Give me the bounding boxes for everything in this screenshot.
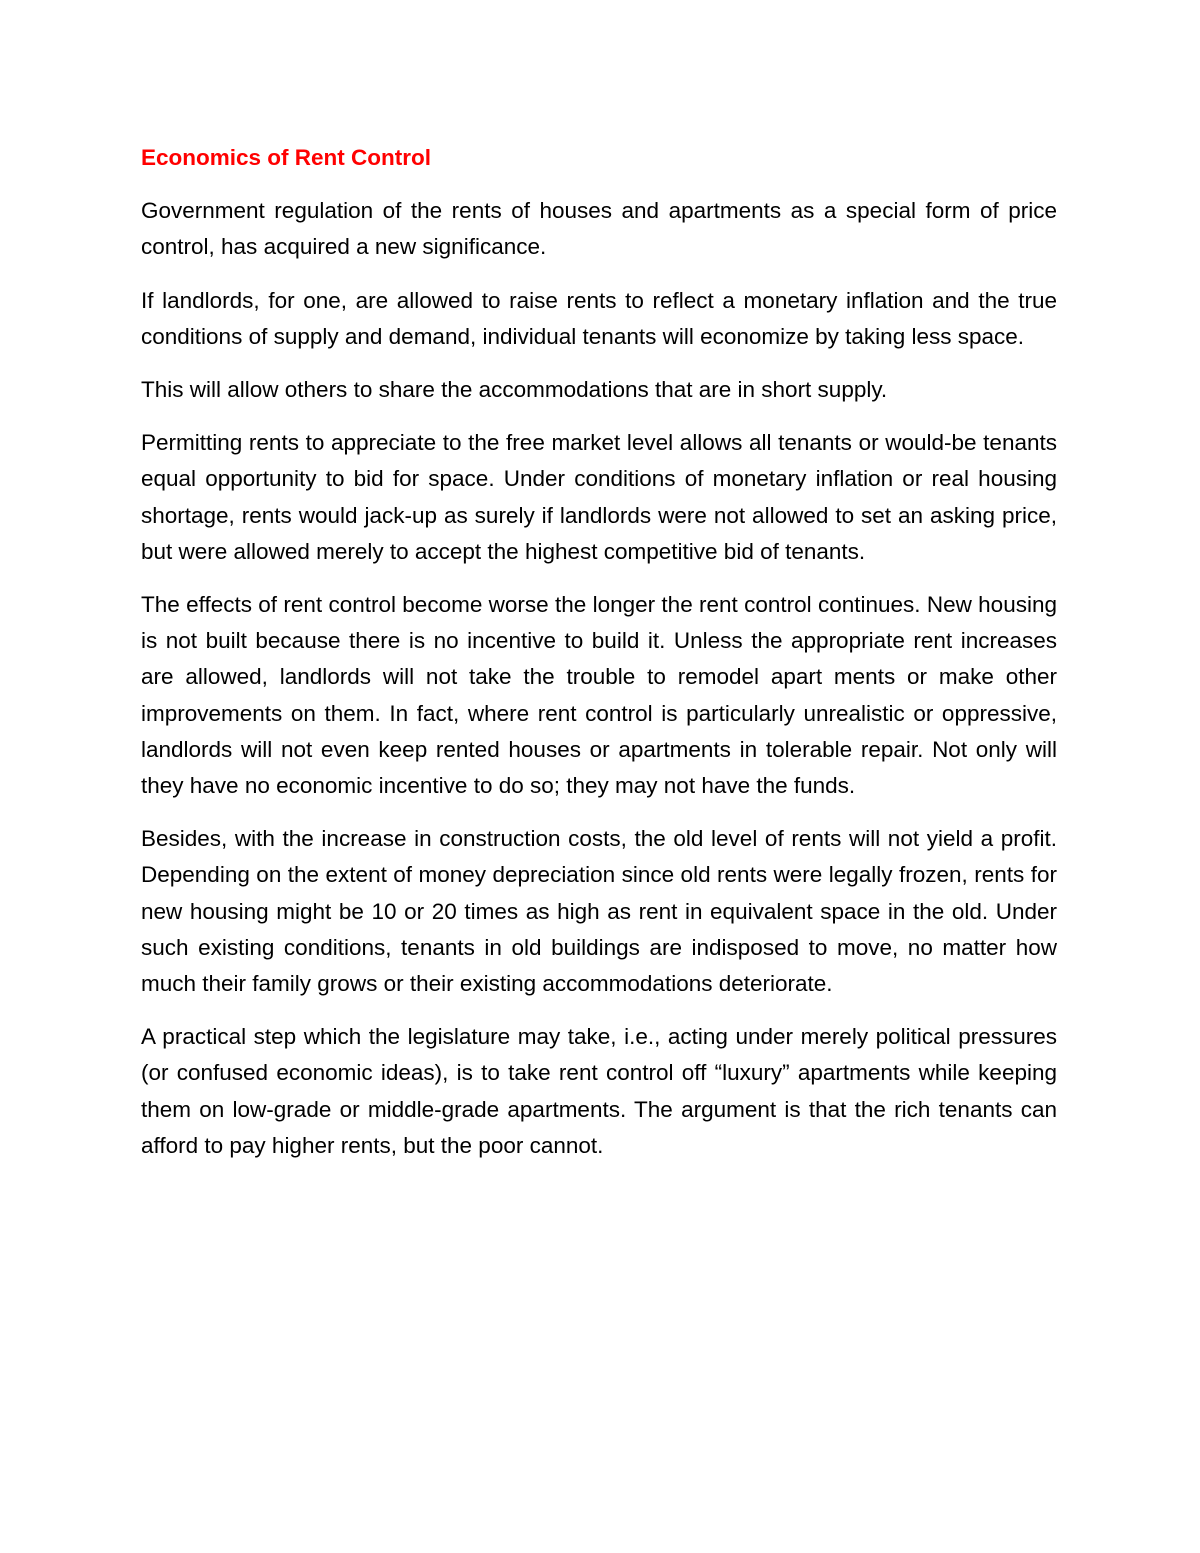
paragraph-1: Government regulation of the rents of houses and apartments as a special form of price control, has acquired a new significance. [141, 198, 1057, 260]
paragraph-3: This will allow others to share the accommodations that are in short supply. [141, 377, 888, 403]
paragraph-6: Besides, with the increase in construction costs, the old level of rents will not yield a profit. Depending on the extent of money depreciation since old rents were legally frozen, rents for new housing might be 10 or 20 times as high as rent in equivalent space in the old. Under such existing conditions, tenants in old buildings are indisposed to move, no matter how much their family grows or their existing accommodations deteriorate. [141, 826, 1057, 997]
paragraph-7: A practical step which the legislature may take, i.e., acting under merely political pressures (or confused economic ideas), is to take rent control off “luxury” apartments while keeping them on low-grade or middle-grade apartments. The argument is that the rich tenants can afford to pay higher rents, but the poor cannot. [141, 1024, 1057, 1158]
document-title: Economics of Rent Control [141, 145, 432, 170]
paragraph-2: If landlords, for one, are allowed to raise rents to reflect a monetary inflation and the true conditions of supply and demand, individual tenants will economize by taking less space. [141, 287, 1057, 349]
document-body [141, 140, 1057, 1181]
paragraph-5: The effects of rent control become worse the longer the rent control continues. New housing is not built because there is no incentive to build it. Unless the appropriate rent increases are allowed, landlords will not take the trouble to remodel apart ments or make other improvements on them. In fact, where rent control is particularly unrealistic or oppressive, landlords will not even keep rented houses or apartments in tolerable repair. Not only will they have no economic incentive to do so; they may not have the funds. [141, 592, 1057, 799]
paragraph-4: Permitting rents to appreciate to the free market level allows all tenants or would-be tenants equal opportunity to bid for space. Under conditions of monetary inflation or real housing shortage, rents would jack-up as surely if landlords were not allowed to set an asking price, but were allowed merely to accept the highest competitive bid of tenants. [141, 430, 1057, 564]
